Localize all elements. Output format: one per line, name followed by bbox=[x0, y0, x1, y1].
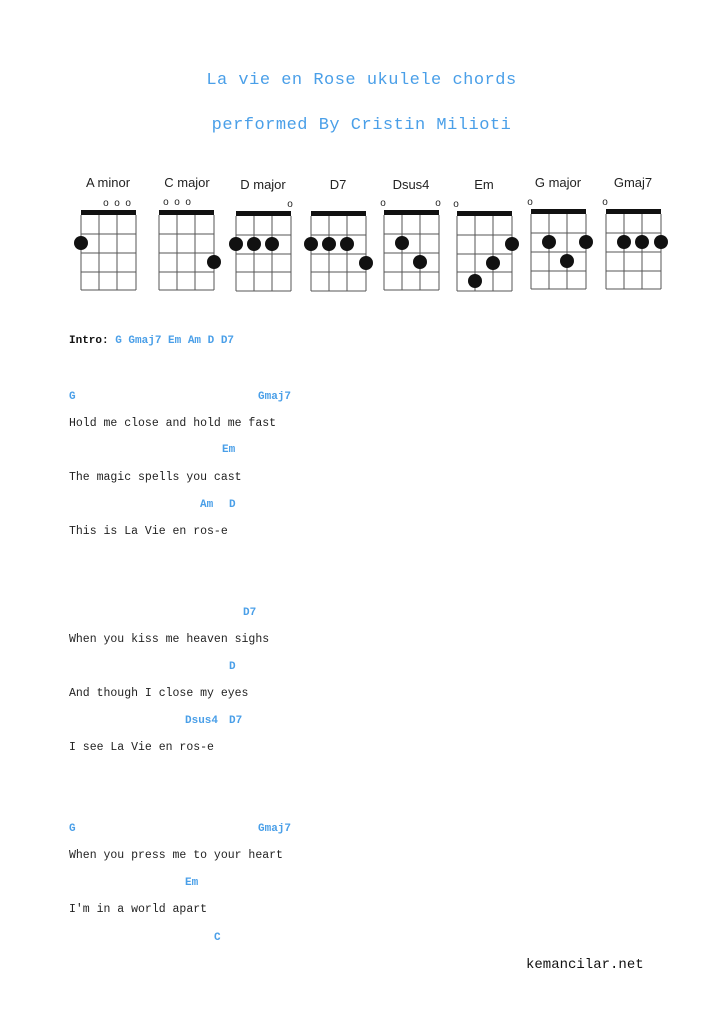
chord-label: G bbox=[69, 823, 76, 835]
chord-label: D bbox=[229, 499, 236, 511]
svg-text:o: o bbox=[380, 198, 386, 209]
chord-diagram-c-major bbox=[158, 170, 224, 295]
intro-chords: G Gmaj7 Em Am D D7 bbox=[115, 335, 235, 347]
chord-name: C major bbox=[164, 175, 210, 190]
svg-text:o: o bbox=[527, 197, 533, 208]
chord-name: Dsus4 bbox=[392, 177, 430, 192]
chord-label: Em bbox=[185, 877, 199, 889]
chord-label: Em bbox=[222, 444, 236, 456]
chord-label: G bbox=[69, 391, 76, 403]
chord-diagram-a-minor bbox=[80, 170, 140, 295]
lyric-line: This is La Vie en ros-e bbox=[69, 525, 228, 538]
chord-name: Em bbox=[474, 177, 494, 192]
svg-text:o o o: o o o bbox=[163, 197, 191, 208]
chord-label: Gmaj7 bbox=[258, 391, 292, 403]
svg-text:o: o bbox=[435, 198, 441, 209]
chord-diagram-d-major bbox=[235, 170, 301, 295]
svg-text:o: o bbox=[602, 197, 608, 208]
chord-label: D bbox=[229, 661, 236, 673]
chord-label: Dsus4 bbox=[185, 715, 219, 727]
song-title: La vie en Rose ukulele chords bbox=[206, 71, 517, 90]
chord-label: Gmaj7 bbox=[258, 823, 292, 835]
chord-name: D7 bbox=[329, 177, 347, 192]
chord-diagram-em bbox=[453, 170, 522, 295]
chord-name: G major bbox=[534, 175, 582, 190]
lyric-line: When you kiss me heaven sighs bbox=[69, 633, 270, 646]
lyric-line: The magic spells you cast bbox=[69, 471, 242, 484]
site-credit: kemancilar.net bbox=[526, 957, 644, 973]
lyric-line: And though I close my eyes bbox=[69, 687, 249, 700]
chord-diagram-gmaj7 bbox=[602, 170, 671, 295]
lyric-line: I'm in a world apart bbox=[69, 903, 208, 916]
chord-label: C bbox=[214, 932, 221, 944]
chord-label: D7 bbox=[243, 607, 257, 619]
song-subtitle: performed By Cristin Milioti bbox=[211, 116, 512, 135]
chord-name: D major bbox=[240, 177, 286, 192]
svg-text:o: o bbox=[287, 199, 293, 210]
intro-line bbox=[69, 335, 234, 347]
chord-label: D7 bbox=[229, 715, 243, 727]
lyric-line: Hold me close and hold me fast bbox=[69, 417, 277, 430]
chord-name: Gmaj7 bbox=[613, 175, 653, 190]
svg-text:o o o: o o o bbox=[103, 198, 131, 209]
lyric-line: I see La Vie en ros-e bbox=[69, 741, 214, 754]
chord-diagram-dsus4 bbox=[380, 170, 443, 295]
svg-text:o: o bbox=[453, 199, 459, 210]
chord-diagram-g-major bbox=[527, 170, 596, 295]
chord-diagram-d7 bbox=[310, 170, 376, 295]
chord-name: A minor bbox=[85, 175, 131, 190]
intro-label: Intro: bbox=[69, 335, 109, 347]
chord-label: Am bbox=[200, 499, 214, 511]
lyric-line: When you press me to your heart bbox=[69, 849, 283, 862]
